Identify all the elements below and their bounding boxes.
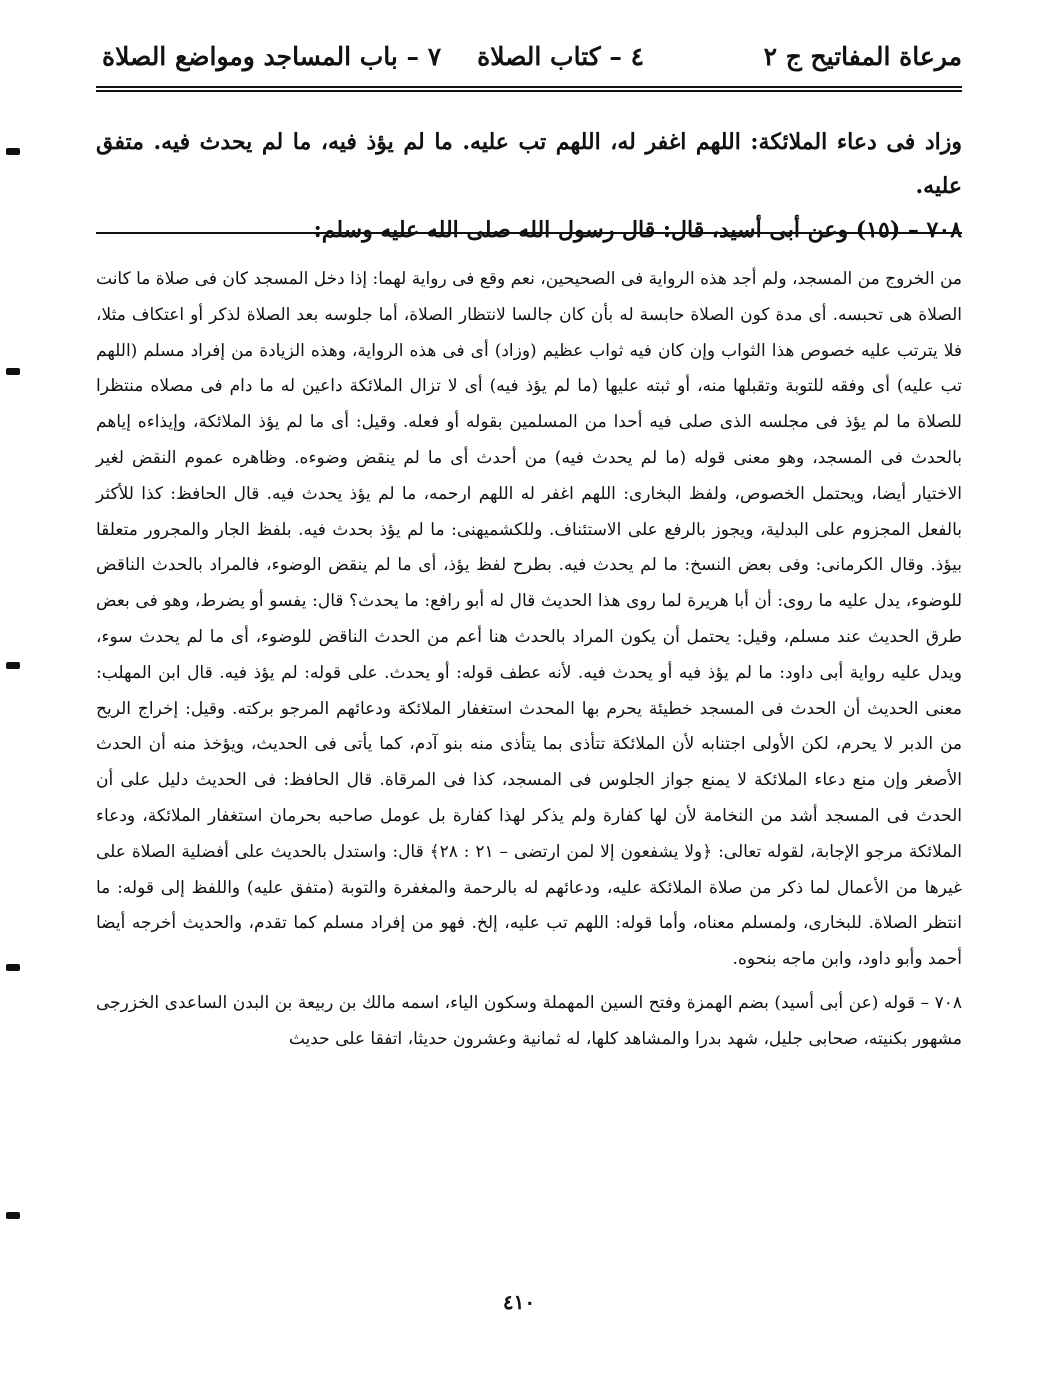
commentary-paragraph-1: من الخروج من المسجد، ولم أجد هذه الرواية فى الصحيحين، نعم وقع فى رواية لهما: إذا دخل المسجد كان فى صلاة ما كانت الصلاة هى تحبسه. أى مدة كون الصلاة حابسة له بأن كان جالسا لانتظار الصلاة، أما جلوسه بعد الصلاة لذكر أو اعتكاف مثلا، فلا يترتب عليه خصوص هذا الثواب وإن كان فيه ثواب عظيم (وزاد) أى فى هذه الرواية، وهذه الزيادة من إفراد مسلم (اللهم تب عليه) أى وفقه للتوبة وتقبلها منه، أو ثبته عليها (ما لم يؤذ فيه) أى لا تزال الملائكة داعين له ما دام فى مصلاه منتظرا للصلاة ما لم يؤذ فى مجلسه الذى صلى فيه أحدا من المسلمين بقوله أو فعله. وقيل: أى ما لم يؤذ الملائكة، وإيذاءه إياهم بالحدث فى المسجد، وهو معنى قوله (ما لم يحدث فيه) من أحدث أى ما لم ينقض وضوءه. وظاهره عموم النقض لغير الاختيار أيضا، ويحتمل الخصوص، ولفظ البخارى: اللهم اغفر له اللهم ارحمه، ما لم يؤذ يحدث فيه. قال الحافظ: كذا للأكثر بالفعل المجزوم على البدلية، ويجوز بالرفع على الاستئناف. وللكشميهنى: ما لم يؤذ بحدث فيه. بلفظ الجار والمجرور متعلقا بيؤذ. وقال الكرمانى: وفى بعض النسخ: ما لم يحدث فيه. بطرح لفظ يؤذ، أى ما لم ينقض الوضوء، فالمراد بالحدث الناقض للوضوء، يدل عليه ما روى: أن أبا هريرة لما روى هذا الحديث قال له أبو رافع: ما يحدث؟ قال: يفسو أو يضرط، وهو فى بعض طرق الحديث عند مسلم، وقيل: يحتمل أن يكون المراد بالحدث هنا أعم من الحدث الناقض للوضوء، أى ما لم يحدث سوء، ويدل عليه رواية أبى داود: ما لم يؤذ فيه أو يحدث فيه. لأنه عطف قوله: أو يحدث. على قوله: لم يؤذ فيه. قال ابن المهلب: معنى الحديث أن الحدث فى المسجد خطيئة يحرم بها المحدث استغفار الملائكة ودعائهم المرجو بركته. وقيل: إخراج الريح من الدبر لا يحرم، لكن الأولى اجتنابه لأن الملائكة تتأذى بما يتأذى منه بنو آدم، كما يأتى فى الحديث، ويؤخذ منه أن الحدث الأصغر وإن منع دعاء الملائكة لا يمنع جواز الجلوس فى المسجد، كذا فى المرقاة. قال الحافظ: فى الحديث دليل على أن الحدث فى المسجد أشد من النخامة لأن لها كفارة ولم يذكر لهذا كفارة بل عومل صاحبه بحرمان استغفار الملائكة، ودعاء الملائكة مرجو الإجابة، لقوله تعالى: ﴿ولا يشفعون إلا لمن ارتضى – ٢١ : ٢٨﴾ قال: واستدل بالحديث على أفضلية الصلاة على غيرها من الأعمال لما ذكر من صلاة الملائكة عليه، ودعائهم له بالرحمة والمغفرة والتوبة (متفق عليه) واللفظ إلى قوله: ما انتظر الصلاة. للبخارى، ولمسلم معناه، وأما قوله: اللهم تب عليه، إلخ. فهو من إفراد مسلم كما تقدم، والحديث أخرجه أيضا أحمد وأبو داود، وابن ماجه بنحوه.: [96, 269, 962, 970]
running-header: [96, 36, 962, 84]
page-number: ٤١٠: [502, 1290, 536, 1314]
scan-margin-mark: [6, 662, 20, 669]
matn-line-2: ٧٠٨ – (١٥) وعن أبى أسيد، قال: قال رسول الله صلى الله عليه وسلم:: [313, 217, 962, 243]
header-book-title: مرعاة المفاتيح ج ٢: [763, 42, 962, 71]
header-kitab: ٤ – كتاب الصلاة: [477, 42, 644, 71]
commentary-separator: [96, 232, 962, 234]
scan-margin-mark: [6, 148, 20, 155]
header-double-rule: [96, 86, 962, 92]
commentary-paragraph-2: ٧٠٨ – قوله (عن أبى أسيد) بضم الهمزة وفتح السين المهملة وسكون الياء، اسمه مالك بن ربيعة بن البدن الساعدى الخزرجى مشهور بكنيته، صحابى جليل، شهد بدرا والمشاهد كلها، له ثمانية وعشرون حديثا، اتفقا على حديث: [96, 992, 962, 1049]
scan-margin-mark: [6, 964, 20, 971]
header-bab: ٧ – باب المساجد ومواضع الصلاة: [102, 42, 442, 71]
scan-margin-mark: [6, 1212, 20, 1219]
matn-line-1: وزاد فى دعاء الملائكة: اللهم اغفر له، اللهم تب عليه. ما لم يؤذ فيه، ما لم يحدث فيه. متفق عليه.: [96, 129, 962, 199]
scan-margin-mark: [6, 368, 20, 375]
commentary: [96, 262, 962, 1058]
